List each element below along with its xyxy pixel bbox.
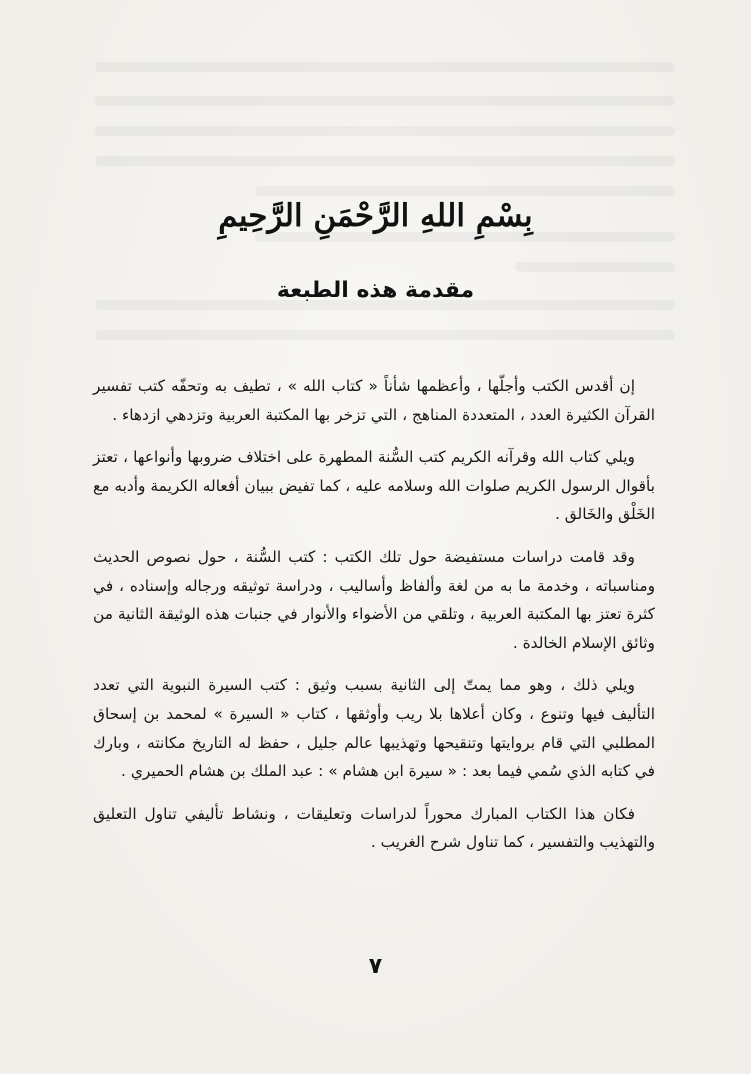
bleed-through-line — [95, 96, 675, 106]
paragraph: فكان هذا الكتاب المبارك محوراً لدراسات وتعليقات ، ونشاط تأليفي تناول التعليق والتهذيب والتفسير ، كما تناول شرح الغريب . — [93, 804, 655, 852]
page-title: مقدمة هذه الطبعة — [276, 278, 475, 303]
paragraph: ويلي كتاب الله وقرآنه الكريم كتب السُّنة المطهرة على اختلاف ضروبها وأنواعها ، تعتز بأقوال الرسول الكريم صلوات الله وسلامه عليه ، كما تفيض ببيان أفعاله الكريمة وأدبه مع الخَلْق والخَالق . — [93, 448, 655, 524]
paragraph: ويلي ذلك ، وهو مما يمتّ إلى الثانية بسبب وثيق : كتب السيرة النبوية التي تعدد التأليف فيها وتنوع ، وكان أعلاها بلا ريب وأوثقها ، كتاب « السيرة » لمحمد بن إسحاق المطلبي التي قام بروايتها وتنقيحها وتهذيبها عالم جليل ، حفظ له التاريخ مكانته ، وبارك في كتابه الذي سُمي فيما بعد : « سيرة ابن هشام » : عبد الملك بن هشام الحميري . — [93, 676, 655, 781]
bleed-through-line — [95, 330, 675, 340]
bleed-through-line — [255, 186, 675, 196]
basmala-heading: بِسْمِ اللهِ الرَّحْمَنِ الرَّحِيمِ — [218, 198, 533, 234]
page-number: ٧ — [368, 954, 383, 979]
bleed-through-line — [515, 262, 675, 272]
paragraph: إن أقدس الكتب وأجلّها ، وأعظمها شأناً « كتاب الله » ، تطيف به وتحفّه كتب تفسير القرآن الكثيرة العدد ، المتعددة المناهج ، التي تزخر بها المكتبة العربية وتزدهي ازدهاء . — [93, 377, 655, 424]
bleed-through-line — [95, 126, 675, 136]
paragraph: وقد قامت دراسات مستفيضة حول تلك الكتب : كتب السُّنة ، حول نصوص الحديث ومناسباته ، وخدمة ما به من لغة وألفاظ وأساليب ، ودراسة توثيقه ورجاله وإسناده ، في كثرة تعتز بها المكتبة العربية ، وتلقي من الأضواء والأنوار في جنبات هذه الوثيقة الثانية من وثائق الإسلام الخالدة . — [93, 547, 655, 652]
bleed-through-line — [95, 62, 675, 72]
body-text — [93, 372, 655, 871]
bleed-through-line — [95, 156, 675, 166]
